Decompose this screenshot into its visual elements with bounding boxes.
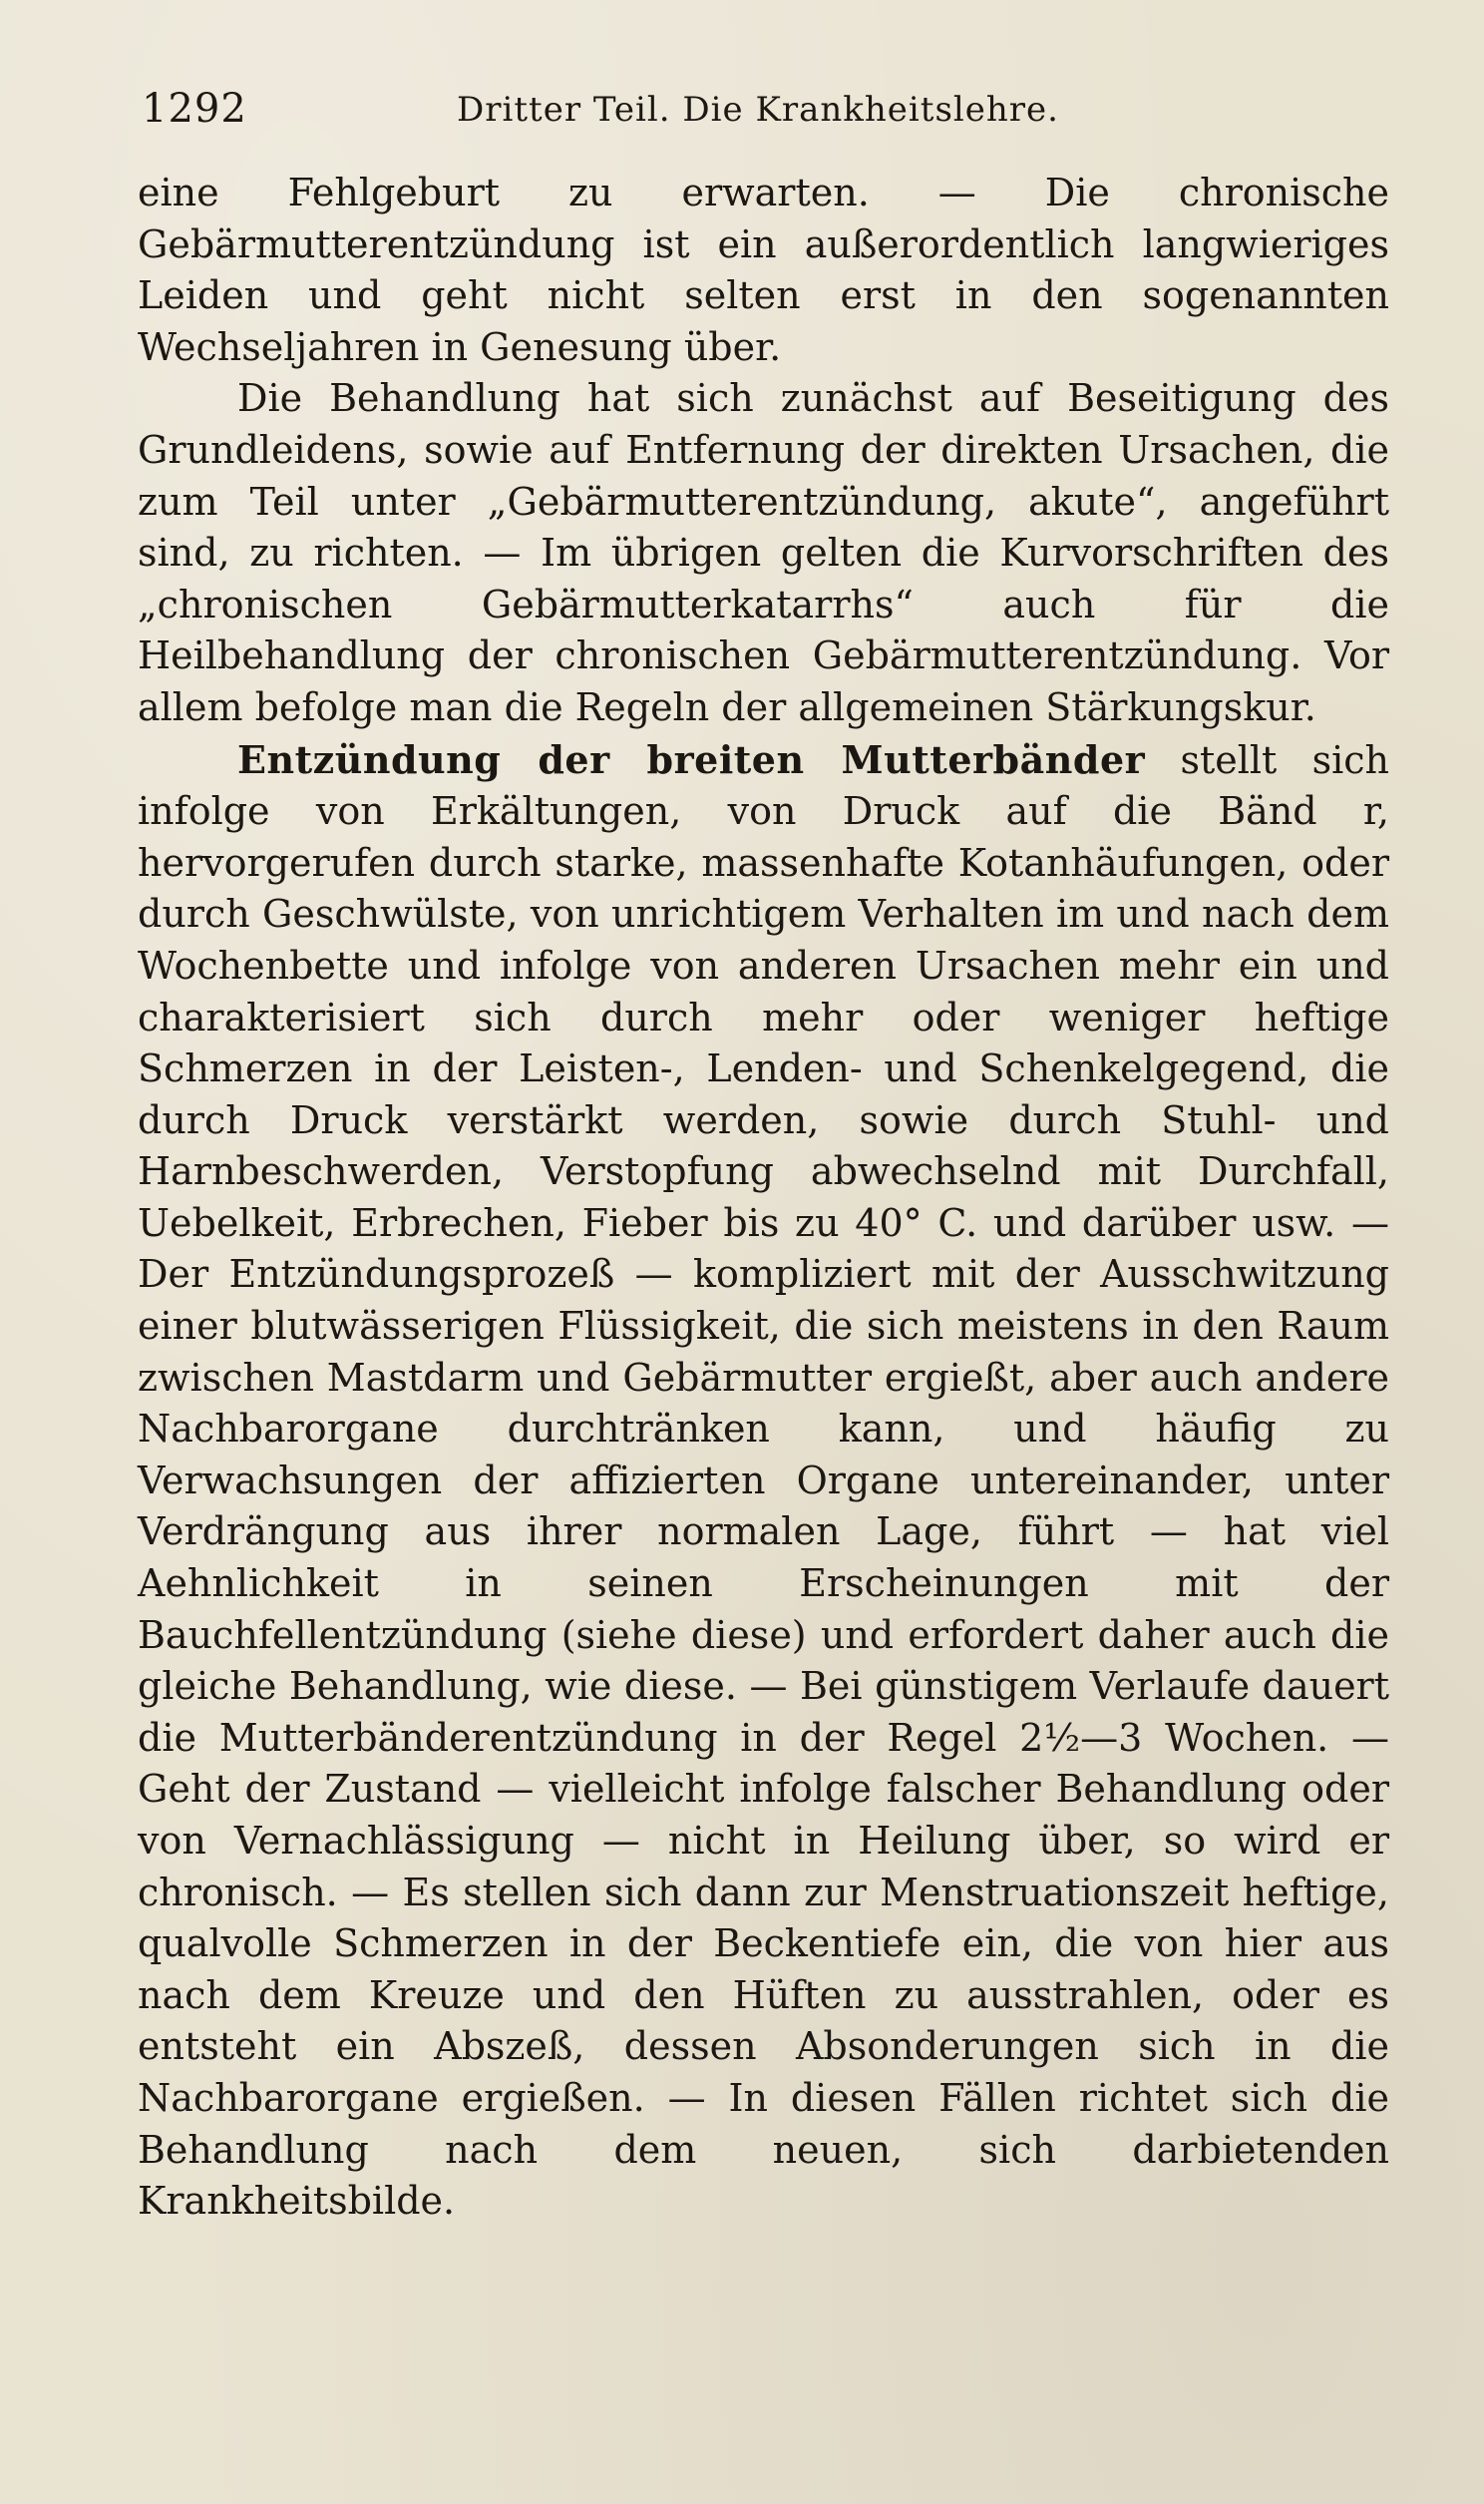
running-head — [138, 70, 1389, 150]
paragraph-treatment: Die Behandlung hat sich zunächst auf Beseitigung des Grundleidens, sowie auf Entfernung der direkten Ursachen, die zum Teil unter „Gebärmutterentzündung, akute“, angeführt sind, zu richten. — Im übrigen gelten die Kurvorschriften des „chronischen Gebärmutterkatarrhs“ auch für die Heilbehandlung der chronischen Gebärmutterentzündung. Vor allem befolge man die Regeln der allgemeinen Stärkungskur. — [138, 376, 1389, 729]
paragraph-continuation: eine Fehlgeburt zu erwarten. — Die chronische Gebärmutterentzündung ist ein außerordentlich langwieriges Leiden und geht nicht selten erst in den sogenannten Wechseljahren in Genesung über. — [138, 171, 1389, 369]
paragraph-ligament-inflammation — [138, 734, 1389, 2228]
book-page — [138, 70, 1389, 2464]
paragraph-body: stellt sich infolge von Erkältungen, von Druck auf die Bänd r, hervorgerufen durch starke, massenhafte Kotanhäufungen, oder durch Geschwülste, von unrichtigem Verhalten im und nach dem Wochenbette und infolge von anderen Ursachen mehr ein und charakterisiert sich durch mehr oder weniger heftige Schmerzen in der Leisten-, Lenden- und Schenkelgegend, die durch Druck verstärkt werden, sowie durch Stuhl- und Harnbeschwerden, Verstopfung abwechselnd mit Durchfall, Uebelkeit, Erbrechen, Fieber bis zu 40° C. und darüber usw. — Der Entzündungsprozeß — kompliziert mit der Ausschwitzung einer blutwässerigen Flüssigkeit, die sich meistens in den Raum zwischen Mastdarm und Gebärmutter ergießt, aber auch andere Nachbarorgane durchtränken kann, und häufig zu Verwachsungen der affizierten Organe untereinander, unter Verdrängung aus ihrer normalen Lage, führt — hat viel Aehnlichkeit in seinen Erscheinungen mit der Bauchfellentzündung (siehe diese) und erfordert daher auch die gleiche Behandlung, wie diese. — Bei günstigem Verlaufe dauert die Mutterbänderentzündung in der Regel 2½—3 Wochen. — Geht der Zustand — vielleicht infolge falscher Behandlung oder von Vernachlässigung — nicht in Heilung über, so wird er chronisch. — Es stellen sich dann zur Menstruationszeit heftige, qualvolle Schmerzen in der Beckentiefe ein, die von hier aus nach dem Kreuze und den Hüften zu ausstrahlen, oder es entsteht ein Abszeß, dessen Absonderungen sich in die Nachbarorgane ergießen. — In diesen Fällen richtet sich die Behandlung nach dem neuen, sich darbietenden Krankheitsbilde. — [138, 737, 1389, 2224]
body-text — [138, 168, 1389, 2228]
page-number: 1292 — [142, 86, 247, 132]
running-title: Dritter Teil. Die Krankheitslehre. — [457, 90, 1059, 130]
lead-term: Entzündung der breiten Mutterbänder — [237, 736, 1146, 782]
